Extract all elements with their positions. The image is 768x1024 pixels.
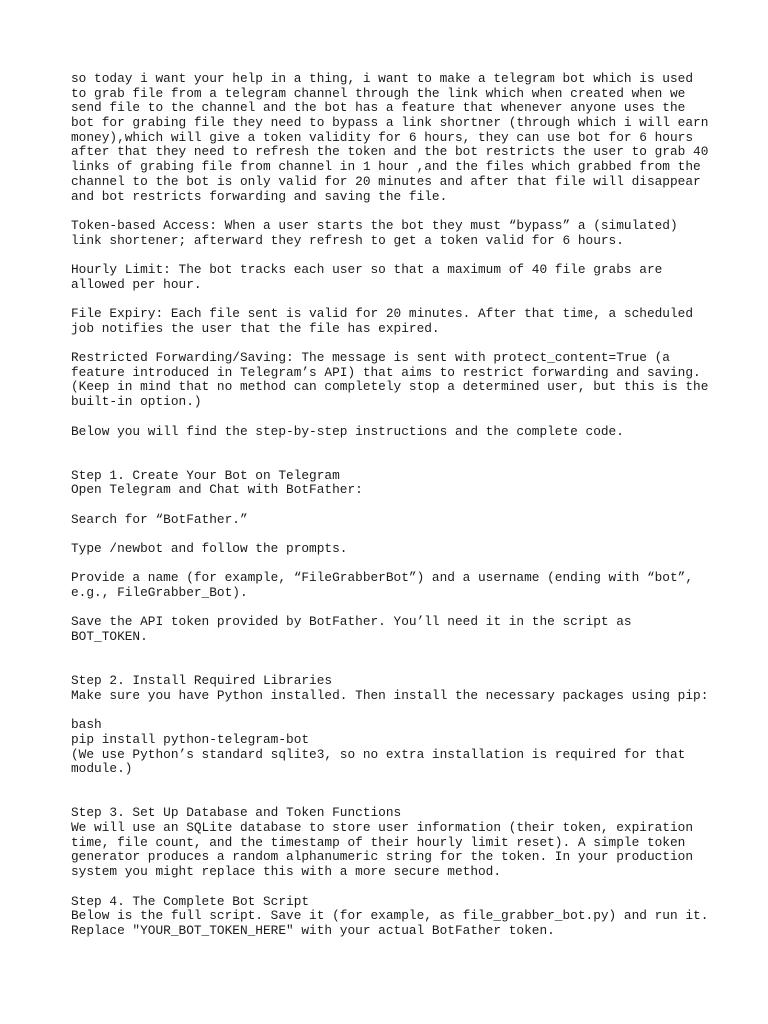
step3-title: Step 3. Set Up Database and Token Functions — [71, 805, 402, 821]
restricted-paragraph — [71, 351, 711, 410]
below-text: Below you will find the step-by-step instructions and the complete code. — [71, 423, 624, 439]
text-line: built-in option.) — [71, 394, 202, 410]
text-line: to grab file from a telegram channel through the link which when created when we — [71, 85, 686, 101]
code-command: pip install python-telegram-bot — [71, 731, 310, 747]
file-expiry-paragraph — [71, 307, 711, 336]
text-line: bot for grabing file they need to bypass a link shortner (through which i will earn — [71, 115, 709, 131]
text-line: e.g., FileGrabber_Bot). — [71, 585, 248, 601]
text-line: Below is the full script. Save it (for example, as file_grabber_bot.py) and run it. — [71, 908, 709, 924]
text-line: feature introduced in Telegram’s API) that aims to restrict forwarding and saving. — [71, 364, 701, 380]
text-line: (We use Python’s standard sqlite3, so no extra installation is required for that — [71, 746, 686, 762]
text-line: (Keep in mind that no method can completely stop a determined user, but this is the — [71, 379, 709, 395]
hourly-limit-paragraph — [71, 263, 711, 292]
text-line: Replace "YOUR_BOT_TOKEN_HERE" with your actual BotFather token. — [71, 922, 555, 938]
step2-section — [71, 674, 711, 777]
text-line: File Expiry: Each file sent is valid for 20 minutes. After that time, a scheduled — [71, 306, 694, 321]
text-line: send file to the channel and the bot has a feature that whenever anyone uses the — [71, 100, 686, 116]
text-line: BOT_TOKEN. — [71, 629, 148, 645]
text-line: allowed per hour. — [71, 276, 202, 292]
text-line: time, file count, and the timestamp of their hourly limit reset). A simple token — [71, 834, 686, 850]
step4-section — [71, 895, 711, 939]
text-line: after that they need to refresh the token and the bot restricts the user to grab 40 — [71, 144, 709, 160]
text-line: Save the API token provided by BotFather. You’ll need it in the script as — [71, 614, 632, 630]
text-line: money),which will give a token validity for 6 hours, they can use bot for 6 hours — [71, 129, 694, 145]
step4-title: Step 4. The Complete Bot Script — [71, 893, 310, 909]
text-line: and bot restricts forwarding and saving the file. — [71, 188, 448, 204]
text-line: We will use an SQLite database to store user information (their token, expiration — [71, 820, 694, 836]
step2-title: Step 2. Install Required Libraries — [71, 673, 333, 689]
text-line: module.) — [71, 761, 133, 777]
code-language: bash — [71, 717, 102, 733]
step1-subtitle: Open Telegram and Chat with BotFather: — [71, 482, 363, 498]
text-line: Provide a name (for example, “FileGrabberBot”) and a username (ending with “bot”, — [71, 570, 694, 586]
step1-title: Step 1. Create Your Bot on Telegram — [71, 467, 340, 483]
text-line: Restricted Forwarding/Saving: The message is sent with protect_content=True (a — [71, 350, 670, 366]
token-access-paragraph — [71, 219, 711, 248]
intro-paragraph — [71, 72, 711, 204]
text-line: links of grabing file from channel in 1 hour ,and the files which grabbed from the — [71, 159, 701, 175]
text-line: generator produces a random alphanumeric string for the token. In your production — [71, 849, 694, 865]
step1-newbot: Type /newbot and follow the prompts. — [71, 541, 348, 557]
step3-section — [71, 806, 711, 879]
text-line: channel to the bot is only valid for 20 minutes and after that file will disappear — [71, 173, 701, 189]
text-line: job notifies the user that the file has expired. — [71, 320, 440, 336]
text-line: link shortener; afterward they refresh to get a token valid for 6 hours. — [71, 232, 624, 248]
text-line: Hourly Limit: The bot tracks each user so that a maximum of 40 file grabs are — [71, 261, 663, 277]
step1-search: Search for “BotFather.” — [71, 511, 248, 527]
step1-section — [71, 469, 711, 645]
text-line: so today i want your help in a thing, i want to make a telegram bot which is used — [71, 71, 694, 86]
text-line: Token-based Access: When a user starts the bot they must “bypass” a (simulated) — [71, 217, 678, 233]
step2-subtitle: Make sure you have Python installed. Then install the necessary packages using pip: — [71, 687, 709, 703]
document-page — [71, 72, 711, 939]
text-line: system you might replace this with a more secure method. — [71, 864, 502, 880]
